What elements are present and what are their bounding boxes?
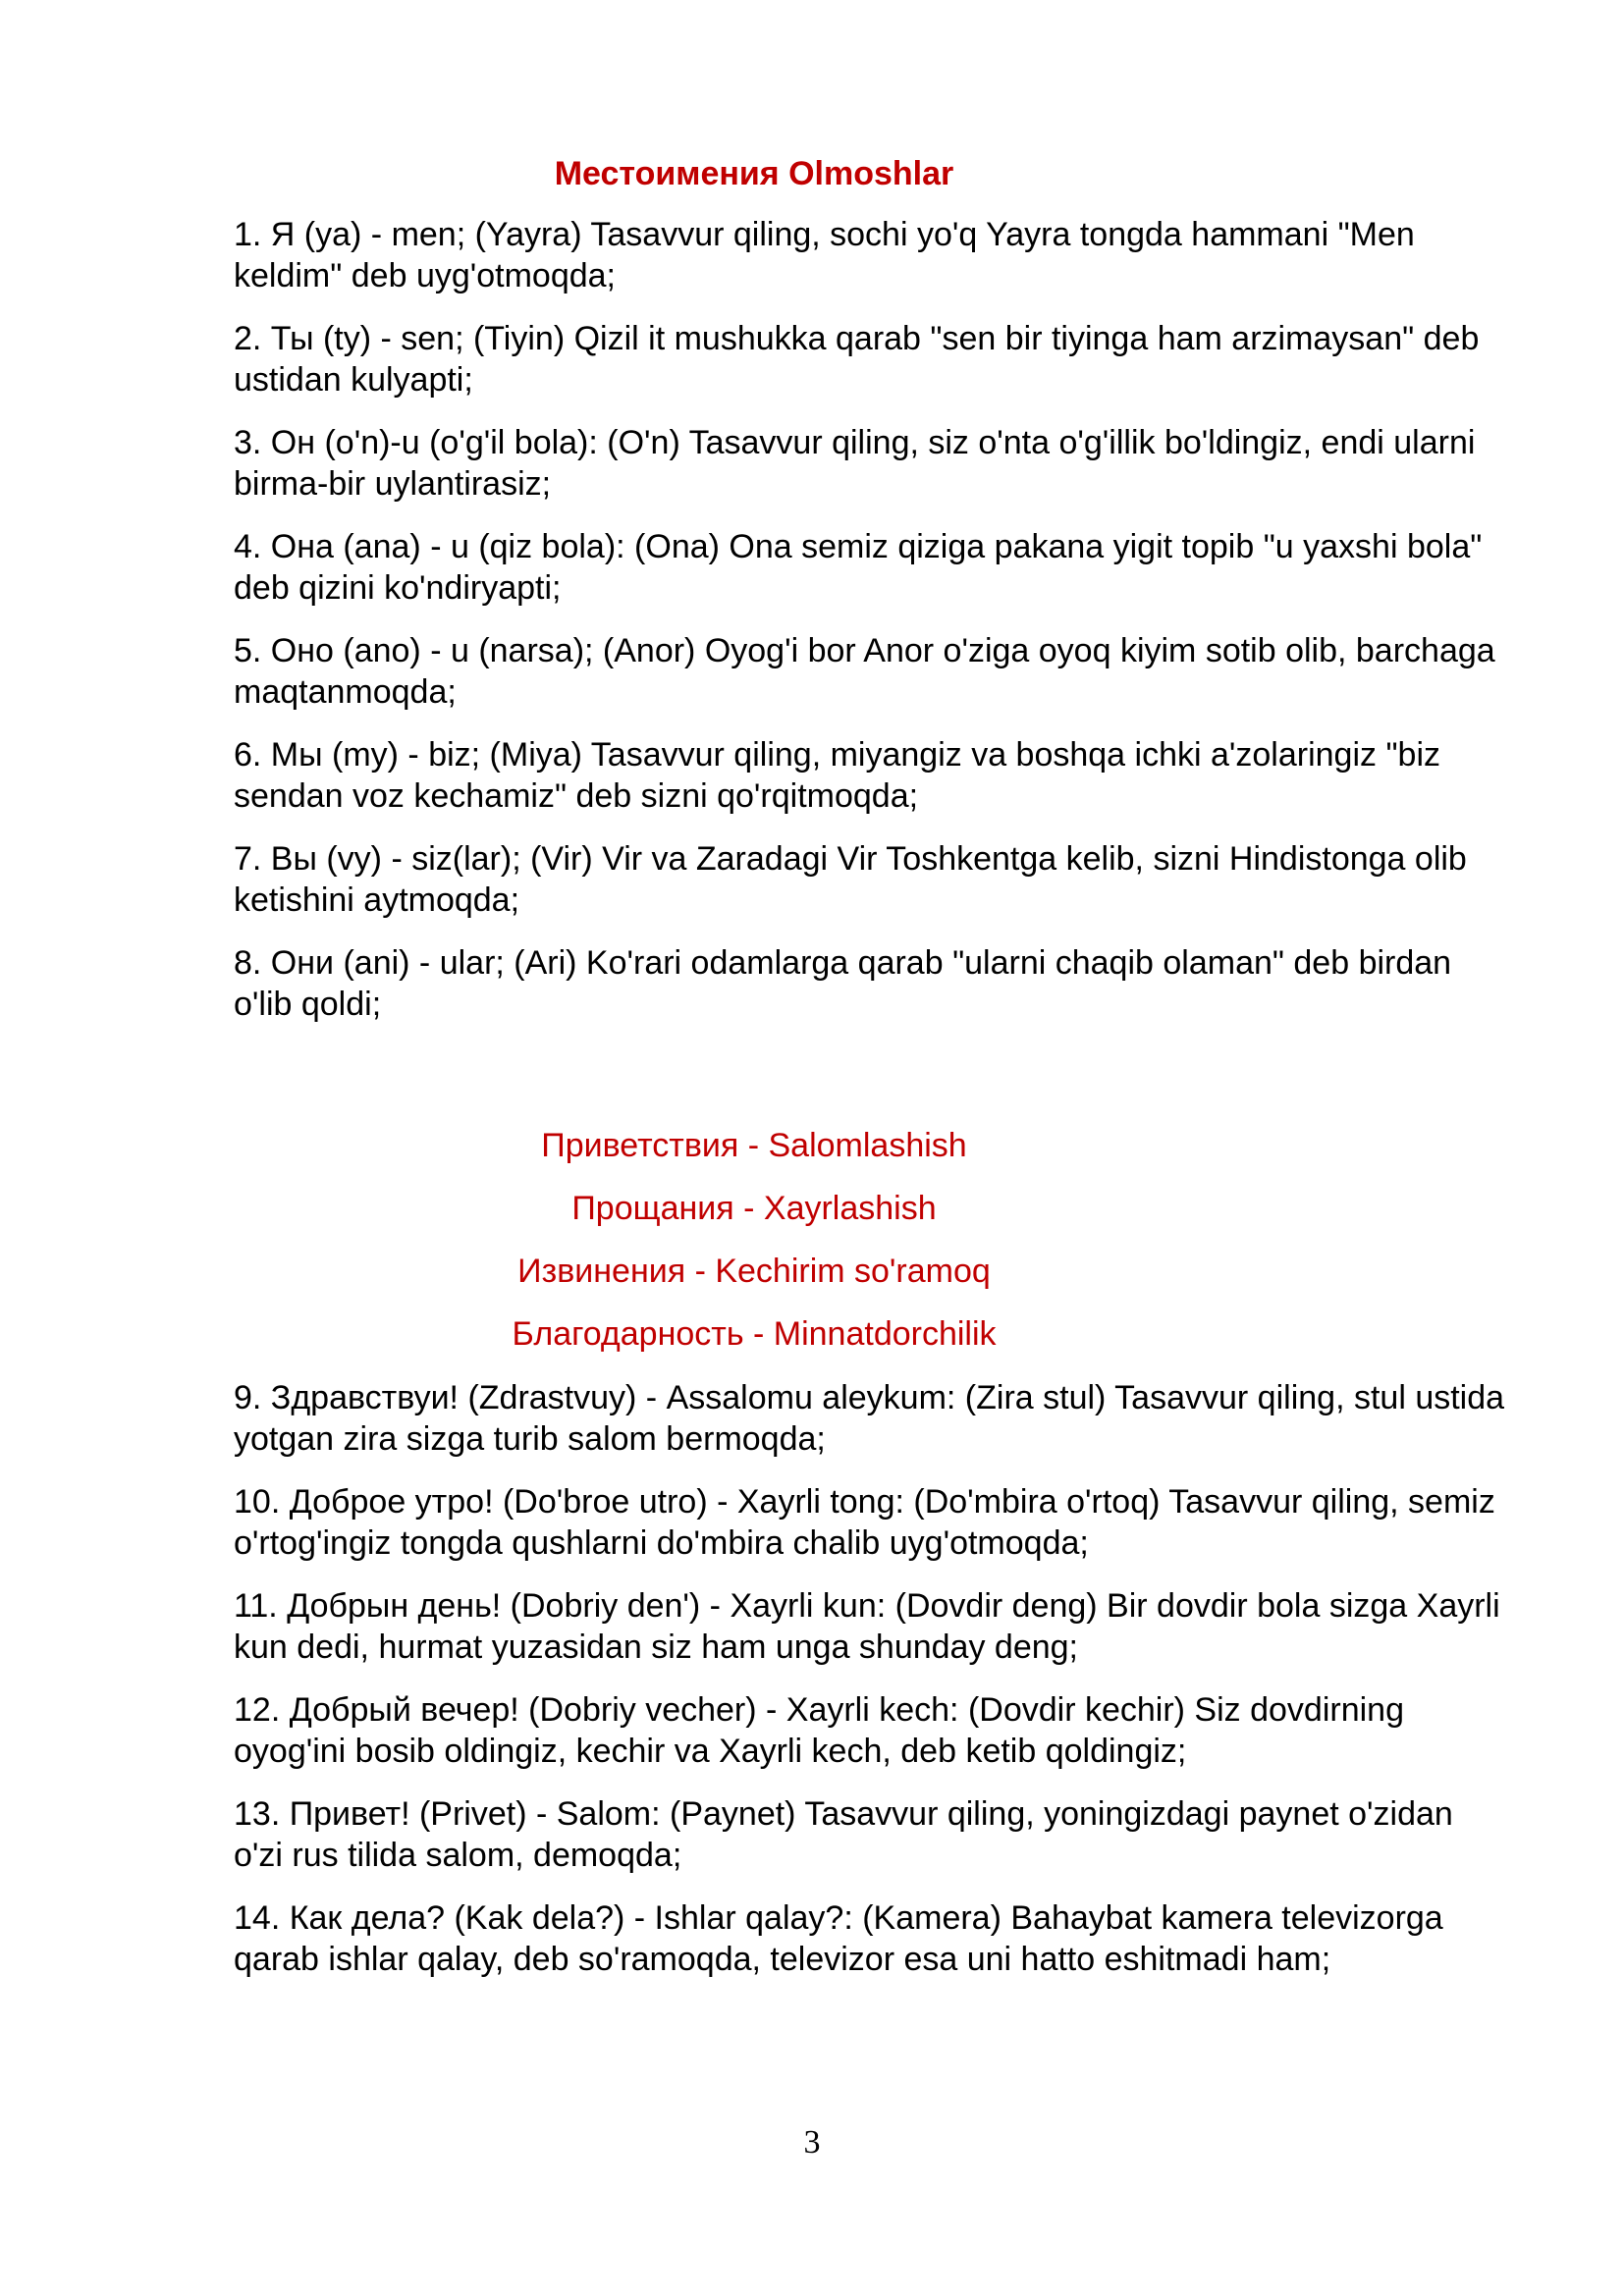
list-item: 9. Здравствуи! (Zdrastvuy) - Assalomu aleykum: (Zira stul) Tasavvur qiling, stul ustida yotgan zira sizga turib salom bermoqda; — [234, 1379, 1505, 1458]
section-heading: Местоимения Olmoshlar — [554, 155, 954, 192]
list-item: 8. Они (ani) - ular; (Ari) Ko'rari odamlarga qarab "ularni chaqib olaman" deb birdan o'lib qoldi; — [234, 944, 1452, 1023]
subtitle-group — [116, 1125, 1392, 1376]
list-item: 10. Доброе утро! (Do'broe utro) - Xayrli tong: (Do'mbira o'rtoq) Tasavvur qiling, semiz o'rtog'ingiz tongda qushlarni do'mbira chalib uyg'otmoqda; — [234, 1483, 1495, 1562]
list-item: 3. Он (o'n)-u (o'g'il bola): (O'n) Tasavvur qiling, siz o'nta o'g'illik bo'ldingiz, endi ularni birma-bir uylantirasiz; — [234, 424, 1476, 503]
list-item: 4. Она (ana) - u (qiz bola): (Ona) Ona semiz qiziga pakana yigit topib "u yaxshi bola" deb qizini ko'ndiryapti; — [234, 528, 1483, 607]
subtitle-greetings: Приветствия - Salomlashish — [541, 1127, 967, 1164]
list-item: 12. Добрый вечер! (Dobriy vecher) - Xayrli kech: (Dovdir kechir) Siz dovdirning oyog'ini bosib oldingiz, kechir va Xayrli kech, deb ketib qoldingiz; — [234, 1691, 1404, 1770]
entry-list-greetings — [234, 1377, 1510, 2002]
subtitle-farewells: Прощания - Xayrlashish — [571, 1190, 937, 1227]
subtitle-apologies: Извинения - Kechirim so'ramoq — [517, 1253, 991, 1290]
page-number: 3 — [803, 2124, 821, 2161]
list-item: 14. Как дела? (Kak dela?) - Ishlar qalay?: (Kamera) Bahaybat kamera televizorga qarab ishlar qalay, deb so'ramoqda, televizor esa uni hatto eshitmadi ham; — [234, 1899, 1443, 1978]
list-item: 13. Привет! (Privet) - Salom: (Paynet) Tasavvur qiling, yoningizdagi paynet o'zidan o'zi rus tilida salom, demoqda; — [234, 1795, 1453, 1874]
list-item: 2. Ты (ty) - sen; (Tiyin) Qizil it mushukka qarab "sen bir tiyinga ham arzimaysan" deb ustidan kulyapti; — [234, 320, 1480, 399]
list-item: 7. Вы (vy) - siz(lar); (Vir) Vir va Zaradagi Vir Toshkentga kelib, sizni Hindistonga olib ketishini aytmoqda; — [234, 840, 1467, 919]
list-item: 1. Я (ya) - men; (Yayra) Tasavvur qiling, sochi yo'q Yayra tongda hammani "Men keldim" deb uyg'otmoqda; — [234, 216, 1415, 294]
list-item: 6. Мы (my) - biz; (Miya) Tasavvur qiling, miyangiz va boshqa ichki a'zolaringiz "biz sendan voz kechamiz" deb sizni qo'rqitmoqda; — [234, 736, 1440, 815]
list-item: 11. Добрын день! (Dobriy den') - Xayrli kun: (Dovdir deng) Bir dovdir bola sizga Xayrli kun dedi, hurmat yuzasidan siz ham unga shunday deng; — [234, 1587, 1500, 1666]
entry-list-pronouns — [234, 214, 1510, 1046]
list-item: 5. Оно (ano) - u (narsa); (Anor) Oyog'i bor Anor o'ziga oyoq kiyim sotib olib, barchaga maqtanmoqda; — [234, 632, 1495, 711]
subtitle-gratitude: Благодарность - Minnatdorchilik — [512, 1315, 997, 1353]
